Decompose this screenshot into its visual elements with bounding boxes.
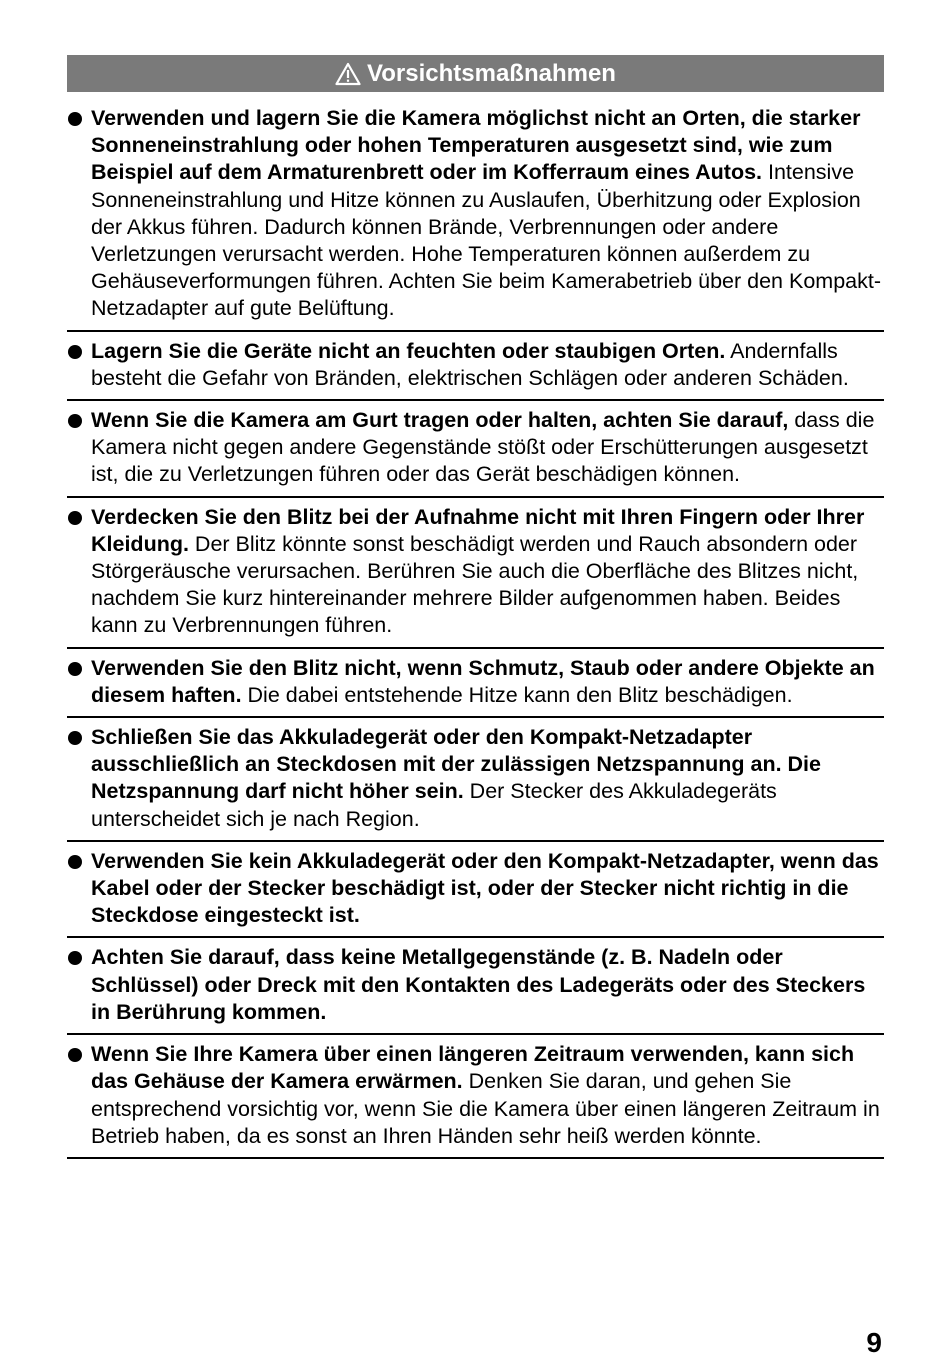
- list-item: [67, 504, 884, 649]
- section-title: Vorsichtsmaßnahmen: [367, 59, 616, 87]
- item-bold-text: Schließen Sie das Akkuladegerät oder den Kompakt-Netzadapter ausschließlich an Steckdosen mit der zulässigen Netzspannung an. Die Netzspannung darf nicht höher sein.: [91, 725, 821, 804]
- item-bold-text: Verwenden Sie den Blitz nicht, wenn Schmutz, Staub oder andere Objekte an diesem haften.: [91, 655, 875, 707]
- section-header: [67, 55, 884, 92]
- list-item: [67, 338, 884, 401]
- item-text: Intensive Sonneneinstrahlung und Hitze können zu Auslaufen, Überhitzung oder Explosion der Akkus führen. Dadurch können Brände, Verbrennungen oder andere Verletzungen verursacht werden. Hohe Temperaturen können außerdem zu Gehäuseverformungen führen. Achten Sie beim Kamerabetrieb über den Kompakt-Netzadapter auf gute Belüftung.: [91, 160, 881, 321]
- bullet-icon: [68, 414, 82, 428]
- item-bold-text: Verdecken Sie den Blitz bei der Aufnahme nicht mit Ihren Fingern oder Ihrer Kleidung.: [91, 504, 865, 556]
- bullet-icon: [68, 511, 82, 525]
- item-text: Der Stecker des Akkuladegeräts unterscheidet sich je nach Region.: [91, 779, 777, 831]
- item-text: Denken Sie daran, und gehen Sie entsprechend vorsichtig vor, wenn Sie die Kamera über einen längeren Zeitraum in Betrieb haben, da es sonst an Ihren Händen sehr heiß werden könnte.: [91, 1069, 880, 1148]
- list-item: [67, 724, 884, 842]
- bullet-icon: [68, 951, 82, 965]
- warning-icon: [335, 62, 361, 86]
- item-bold-text: Wenn Sie Ihre Kamera über einen längeren Zeitraum verwenden, kann sich das Gehäuse der Kamera erwärmen.: [91, 1042, 855, 1094]
- item-bold-text: Verwenden Sie kein Akkuladegerät oder den Kompakt-Netzadapter, wenn das Kabel oder der Stecker beschädigt ist, oder der Stecker nicht richtig in die Steckdose eingesteckt ist.: [91, 848, 879, 928]
- page-number: 9: [866, 1327, 882, 1358]
- bullet-icon: [68, 345, 82, 359]
- item-text: Andernfalls besteht die Gefahr von Bränden, elektrischen Schlägen oder anderen Schäden.: [91, 338, 849, 390]
- item-bold-text: Verwenden und lagern Sie die Kamera möglichst nicht an Orten, die starker Sonneneinstrahlung oder hohen Temperaturen ausgesetzt sind, wie zum Beispiel auf dem Armaturenbrett oder im Kofferraum eines Autos.: [91, 106, 861, 185]
- item-bold-text: Lagern Sie die Geräte nicht an feuchten oder staubigen Orten.: [91, 338, 726, 363]
- list-item: [67, 944, 884, 1035]
- item-bold-text: Wenn Sie die Kamera am Gurt tragen oder halten, achten Sie darauf,: [91, 408, 789, 433]
- list-item: [67, 105, 884, 332]
- list-item: [67, 1041, 884, 1159]
- list-item: [67, 655, 884, 718]
- precautions-list: [67, 105, 884, 1165]
- list-item: [67, 848, 884, 939]
- item-text: dass die Kamera nicht gegen andere Gegenstände stößt oder Erschütterungen ausgesetzt ist, die zu Verletzungen führen oder das Gerät beschädigen können.: [91, 408, 875, 487]
- bullet-icon: [68, 662, 82, 676]
- bullet-icon: [68, 112, 82, 126]
- bullet-icon: [68, 855, 82, 869]
- bullet-icon: [68, 731, 82, 745]
- item-bold-text: Achten Sie darauf, dass keine Metallgegenstände (z. B. Nadeln oder Schlüssel) oder Dreck mit den Kontakten des Ladegeräts oder des Steckers in Berührung kommen.: [91, 945, 866, 1024]
- bullet-icon: [68, 1048, 82, 1062]
- list-item: [67, 407, 884, 498]
- item-text: Der Blitz könnte sonst beschädigt werden und Rauch absondern oder Störgeräusche verursachen. Berühren Sie auch die Oberfläche des Blitzes nicht, nachdem Sie kurz hintereinander mehrere Bilder aufgenommen haben. Beides kann zu Verbrennungen führen.: [91, 531, 859, 638]
- item-text: Die dabei entstehende Hitze kann den Blitz beschädigen.: [241, 682, 793, 707]
